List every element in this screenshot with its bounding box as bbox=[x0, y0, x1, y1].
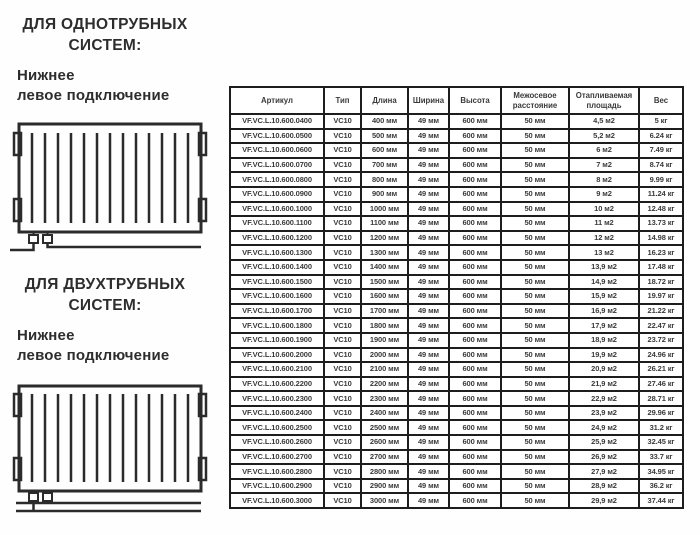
valve-icon bbox=[43, 235, 52, 243]
column-header-weight: Вес bbox=[639, 87, 683, 114]
table-cell: 600 мм bbox=[449, 479, 501, 494]
table-cell: 2100 мм bbox=[361, 362, 408, 377]
heading-line: СИСТЕМ: bbox=[68, 37, 142, 54]
table-cell: 9.99 кг bbox=[639, 172, 683, 187]
table-cell: 49 мм bbox=[408, 216, 449, 231]
table-row bbox=[230, 493, 683, 508]
table-row bbox=[230, 158, 683, 173]
table-cell: 600 мм bbox=[449, 187, 501, 202]
table-cell: 49 мм bbox=[408, 187, 449, 202]
table-row bbox=[230, 362, 683, 377]
radiator-fins bbox=[32, 133, 188, 223]
return-pipe bbox=[48, 243, 202, 247]
table-row bbox=[230, 172, 683, 187]
table-cell: 49 мм bbox=[408, 231, 449, 246]
table-cell: VF.VC.L.10.600.1400 bbox=[230, 260, 324, 275]
table-cell: 14.98 кг bbox=[639, 231, 683, 246]
table-cell: 17,9 м2 bbox=[569, 318, 639, 333]
table-row bbox=[230, 260, 683, 275]
table-row bbox=[230, 245, 683, 260]
table-cell: 50 мм bbox=[501, 420, 569, 435]
table-cell: 49 мм bbox=[408, 464, 449, 479]
table-cell: 49 мм bbox=[408, 143, 449, 158]
table-cell: VC10 bbox=[324, 435, 361, 450]
table-cell: VC10 bbox=[324, 202, 361, 217]
table-cell: VC10 bbox=[324, 318, 361, 333]
table-cell: 2600 мм bbox=[361, 435, 408, 450]
table-cell: VF.VC.L.10.600.2300 bbox=[230, 391, 324, 406]
table-row bbox=[230, 333, 683, 348]
table-cell: 6 м2 bbox=[569, 143, 639, 158]
table-cell: VC10 bbox=[324, 333, 361, 348]
table-cell: 18,9 м2 bbox=[569, 333, 639, 348]
table-cell: 26.21 кг bbox=[639, 362, 683, 377]
table-row bbox=[230, 406, 683, 421]
table-cell: 50 мм bbox=[501, 245, 569, 260]
table-row bbox=[230, 202, 683, 217]
table-cell: 26,9 м2 bbox=[569, 450, 639, 465]
table-cell: 49 мм bbox=[408, 304, 449, 319]
table-cell: 500 мм bbox=[361, 129, 408, 144]
table-row bbox=[230, 318, 683, 333]
connection-label-line: левое подключение bbox=[17, 86, 170, 104]
table-cell: 50 мм bbox=[501, 216, 569, 231]
table-cell: VC10 bbox=[324, 391, 361, 406]
table-cell: 13.73 кг bbox=[639, 216, 683, 231]
table-cell: 27,9 м2 bbox=[569, 464, 639, 479]
table-cell: 50 мм bbox=[501, 172, 569, 187]
table-cell: 2200 мм bbox=[361, 377, 408, 392]
table-cell: 600 мм bbox=[449, 304, 501, 319]
table-cell: 600 мм bbox=[449, 114, 501, 129]
table-cell: 1900 мм bbox=[361, 333, 408, 348]
table-cell: 49 мм bbox=[408, 245, 449, 260]
table-cell: 600 мм bbox=[449, 245, 501, 260]
table-cell: 50 мм bbox=[501, 187, 569, 202]
column-header-axial-distance: Межосевое расстояние bbox=[501, 87, 569, 114]
table-cell: 600 мм bbox=[449, 391, 501, 406]
table-cell: 50 мм bbox=[501, 377, 569, 392]
table-cell: VC10 bbox=[324, 172, 361, 187]
column-header-article: Артикул bbox=[230, 87, 324, 114]
table-cell: VF.VC.L.10.600.1200 bbox=[230, 231, 324, 246]
table-cell: 22.47 кг bbox=[639, 318, 683, 333]
table-cell: 13 м2 bbox=[569, 245, 639, 260]
table-row bbox=[230, 143, 683, 158]
table-row bbox=[230, 435, 683, 450]
table-cell: 23,9 м2 bbox=[569, 406, 639, 421]
table-cell: 12 м2 bbox=[569, 231, 639, 246]
table-cell: VF.VC.L.10.600.1500 bbox=[230, 275, 324, 290]
table-cell: 49 мм bbox=[408, 348, 449, 363]
table-cell: 49 мм bbox=[408, 450, 449, 465]
table-cell: VC10 bbox=[324, 450, 361, 465]
table-row bbox=[230, 275, 683, 290]
table-cell: 50 мм bbox=[501, 362, 569, 377]
table-cell: 50 мм bbox=[501, 318, 569, 333]
two-pipe-connection-label bbox=[17, 326, 217, 365]
table-cell: 1100 мм bbox=[361, 216, 408, 231]
column-header-heated-area: Отапливаемая площадь bbox=[569, 87, 639, 114]
table-cell: 18.72 кг bbox=[639, 275, 683, 290]
table-cell: VC10 bbox=[324, 377, 361, 392]
table-cell: VF.VC.L.10.600.3000 bbox=[230, 493, 324, 508]
header-row bbox=[230, 87, 683, 114]
table-cell: 19,9 м2 bbox=[569, 348, 639, 363]
table-cell: VC10 bbox=[324, 129, 361, 144]
table-cell: 32.45 кг bbox=[639, 435, 683, 450]
table-cell: 9 м2 bbox=[569, 187, 639, 202]
table-cell: 600 мм bbox=[449, 231, 501, 246]
table-cell: 5,2 м2 bbox=[569, 129, 639, 144]
table-cell: 2400 мм bbox=[361, 406, 408, 421]
table-cell: VF.VC.L.10.600.0500 bbox=[230, 129, 324, 144]
table-cell: 22,9 м2 bbox=[569, 391, 639, 406]
table-cell: VC10 bbox=[324, 464, 361, 479]
table-cell: 15,9 м2 bbox=[569, 289, 639, 304]
table-cell: VF.VC.L.10.600.1300 bbox=[230, 245, 324, 260]
table-cell: 1700 мм bbox=[361, 304, 408, 319]
table-cell: 23.72 кг bbox=[639, 333, 683, 348]
table-cell: VC10 bbox=[324, 114, 361, 129]
table-cell: 1200 мм bbox=[361, 231, 408, 246]
table-cell: 900 мм bbox=[361, 187, 408, 202]
table-cell: 600 мм bbox=[449, 172, 501, 187]
table-cell: 600 мм bbox=[449, 333, 501, 348]
table-cell: 700 мм bbox=[361, 158, 408, 173]
table-cell: 29,9 м2 bbox=[569, 493, 639, 508]
table-cell: 3000 мм bbox=[361, 493, 408, 508]
table-cell: VC10 bbox=[324, 304, 361, 319]
left-panel bbox=[0, 0, 222, 535]
table-cell: VC10 bbox=[324, 216, 361, 231]
table-cell: 2500 мм bbox=[361, 420, 408, 435]
table-row bbox=[230, 187, 683, 202]
radiator-diagram-single-pipe bbox=[10, 119, 210, 259]
table-cell: 7 м2 bbox=[569, 158, 639, 173]
heading-line: ДЛЯ ДВУХТРУБНЫХ bbox=[24, 276, 186, 293]
table-cell: 50 мм bbox=[501, 464, 569, 479]
table-cell: 600 мм bbox=[449, 129, 501, 144]
table-cell: VF.VC.L.10.600.2200 bbox=[230, 377, 324, 392]
table-cell: 600 мм bbox=[449, 318, 501, 333]
table-cell: 49 мм bbox=[408, 493, 449, 508]
table-cell: 24.96 кг bbox=[639, 348, 683, 363]
table-cell: 600 мм bbox=[449, 406, 501, 421]
table-row bbox=[230, 464, 683, 479]
table-cell: VF.VC.L.10.600.1800 bbox=[230, 318, 324, 333]
table-cell: 400 мм bbox=[361, 114, 408, 129]
table-cell: VF.VC.L.10.600.0800 bbox=[230, 172, 324, 187]
table-cell: 17.48 кг bbox=[639, 260, 683, 275]
table-cell: 50 мм bbox=[501, 289, 569, 304]
table-cell: VF.VC.L.10.600.1600 bbox=[230, 289, 324, 304]
table-cell: 2300 мм bbox=[361, 391, 408, 406]
table-cell: 2800 мм bbox=[361, 464, 408, 479]
table-cell: 50 мм bbox=[501, 143, 569, 158]
table-cell: 50 мм bbox=[501, 406, 569, 421]
table-cell: 37.44 кг bbox=[639, 493, 683, 508]
table-cell: VC10 bbox=[324, 260, 361, 275]
single-pipe-connection-label bbox=[17, 66, 217, 105]
table-cell: VF.VC.L.10.600.2400 bbox=[230, 406, 324, 421]
table-cell: 11.24 кг bbox=[639, 187, 683, 202]
valve-icon bbox=[29, 235, 38, 243]
table-cell: 11 м2 bbox=[569, 216, 639, 231]
table-cell: 50 мм bbox=[501, 304, 569, 319]
column-header-length: Длина bbox=[361, 87, 408, 114]
table-cell: 49 мм bbox=[408, 114, 449, 129]
table-row bbox=[230, 391, 683, 406]
supply-pipe bbox=[10, 243, 34, 250]
table-cell: 600 мм bbox=[449, 435, 501, 450]
table-cell: 50 мм bbox=[501, 333, 569, 348]
table-cell: VF.VC.L.10.600.2100 bbox=[230, 362, 324, 377]
table-cell: 36.2 кг bbox=[639, 479, 683, 494]
table-cell: 600 мм bbox=[449, 275, 501, 290]
table-cell: VC10 bbox=[324, 362, 361, 377]
table-cell: VC10 bbox=[324, 420, 361, 435]
table-cell: 49 мм bbox=[408, 318, 449, 333]
table-cell: VC10 bbox=[324, 143, 361, 158]
table-cell: VC10 bbox=[324, 245, 361, 260]
table-cell: 49 мм bbox=[408, 377, 449, 392]
table-cell: 1300 мм bbox=[361, 245, 408, 260]
table-cell: 29.96 кг bbox=[639, 406, 683, 421]
table-cell: VF.VC.L.10.600.2600 bbox=[230, 435, 324, 450]
connection-label-line: левое подключение bbox=[17, 346, 170, 364]
valve-icon bbox=[29, 493, 38, 501]
table-row bbox=[230, 479, 683, 494]
table-cell: 600 мм bbox=[449, 216, 501, 231]
table-cell: 10 м2 bbox=[569, 202, 639, 217]
table-cell: 14,9 м2 bbox=[569, 275, 639, 290]
table-cell: VF.VC.L.10.600.2000 bbox=[230, 348, 324, 363]
table-cell: 50 мм bbox=[501, 493, 569, 508]
table-cell: VF.VC.L.10.600.2700 bbox=[230, 450, 324, 465]
table-cell: 50 мм bbox=[501, 114, 569, 129]
spec-table-header bbox=[230, 87, 683, 114]
table-cell: VF.VC.L.10.600.0600 bbox=[230, 143, 324, 158]
column-header-type: Тип bbox=[324, 87, 361, 114]
table-cell: 1600 мм bbox=[361, 289, 408, 304]
table-cell: 50 мм bbox=[501, 391, 569, 406]
table-cell: 1400 мм bbox=[361, 260, 408, 275]
table-cell: 50 мм bbox=[501, 275, 569, 290]
table-cell: 600 мм bbox=[449, 420, 501, 435]
table-cell: 49 мм bbox=[408, 435, 449, 450]
table-row bbox=[230, 420, 683, 435]
column-header-width: Ширина bbox=[408, 87, 449, 114]
single-pipe-heading bbox=[6, 14, 204, 56]
table-cell: 600 мм bbox=[449, 450, 501, 465]
spec-table bbox=[229, 86, 684, 509]
table-cell: 8 м2 bbox=[569, 172, 639, 187]
table-cell: 34.95 кг bbox=[639, 464, 683, 479]
table-cell: 50 мм bbox=[501, 260, 569, 275]
table-cell: VF.VC.L.10.600.0900 bbox=[230, 187, 324, 202]
table-cell: 50 мм bbox=[501, 158, 569, 173]
table-cell: 49 мм bbox=[408, 420, 449, 435]
table-cell: VF.VC.L.10.600.1000 bbox=[230, 202, 324, 217]
table-cell: VC10 bbox=[324, 231, 361, 246]
two-pipe-heading bbox=[6, 274, 204, 316]
table-cell: 49 мм bbox=[408, 333, 449, 348]
table-cell: 50 мм bbox=[501, 129, 569, 144]
table-cell: 50 мм bbox=[501, 435, 569, 450]
heading-line: ДЛЯ ОДНОТРУБНЫХ bbox=[22, 16, 188, 33]
table-cell: 600 мм bbox=[449, 202, 501, 217]
table-cell: 49 мм bbox=[408, 391, 449, 406]
table-cell: 49 мм bbox=[408, 362, 449, 377]
table-cell: 2700 мм bbox=[361, 450, 408, 465]
table-cell: VC10 bbox=[324, 275, 361, 290]
table-cell: 20,9 м2 bbox=[569, 362, 639, 377]
table-cell: 27.46 кг bbox=[639, 377, 683, 392]
table-row bbox=[230, 348, 683, 363]
table-cell: 49 мм bbox=[408, 289, 449, 304]
valve-icon bbox=[43, 493, 52, 501]
table-cell: 600 мм bbox=[449, 493, 501, 508]
table-cell: 600 мм bbox=[449, 348, 501, 363]
table-cell: 600 мм bbox=[449, 289, 501, 304]
table-cell: 600 мм bbox=[449, 464, 501, 479]
table-row bbox=[230, 129, 683, 144]
spec-table-body bbox=[230, 114, 683, 508]
table-row bbox=[230, 289, 683, 304]
table-cell: 49 мм bbox=[408, 202, 449, 217]
table-row bbox=[230, 377, 683, 392]
table-cell: 50 мм bbox=[501, 450, 569, 465]
table-cell: 49 мм bbox=[408, 129, 449, 144]
table-cell: 50 мм bbox=[501, 202, 569, 217]
table-cell: VC10 bbox=[324, 187, 361, 202]
table-cell: 16.23 кг bbox=[639, 245, 683, 260]
table-cell: 800 мм bbox=[361, 172, 408, 187]
table-cell: 4,5 м2 bbox=[569, 114, 639, 129]
table-row bbox=[230, 231, 683, 246]
table-cell: 600 мм bbox=[449, 260, 501, 275]
table-cell: VF.VC.L.10.600.2500 bbox=[230, 420, 324, 435]
table-cell: 49 мм bbox=[408, 260, 449, 275]
table-cell: VC10 bbox=[324, 289, 361, 304]
table-cell: 600 мм bbox=[449, 143, 501, 158]
table-cell: VF.VC.L.10.600.2900 bbox=[230, 479, 324, 494]
table-cell: 21.22 кг bbox=[639, 304, 683, 319]
table-cell: VF.VC.L.10.600.1900 bbox=[230, 333, 324, 348]
table-cell: 24,9 м2 bbox=[569, 420, 639, 435]
table-cell: 6.24 кг bbox=[639, 129, 683, 144]
table-cell: 13,9 м2 bbox=[569, 260, 639, 275]
table-cell: 49 мм bbox=[408, 406, 449, 421]
table-cell: VC10 bbox=[324, 493, 361, 508]
radiator-diagram-two-pipe bbox=[10, 382, 210, 518]
radiator-fins bbox=[32, 394, 188, 482]
table-cell: VF.VC.L.10.600.2800 bbox=[230, 464, 324, 479]
table-cell: 33.7 кг bbox=[639, 450, 683, 465]
table-cell: 600 мм bbox=[449, 362, 501, 377]
table-cell: 7.49 кг bbox=[639, 143, 683, 158]
connection-label-line: Нижнее bbox=[17, 67, 75, 84]
table-cell: 2900 мм bbox=[361, 479, 408, 494]
table-cell: 1000 мм bbox=[361, 202, 408, 217]
table-cell: 1800 мм bbox=[361, 318, 408, 333]
table-cell: 1500 мм bbox=[361, 275, 408, 290]
column-header-height: Высота bbox=[449, 87, 501, 114]
table-cell: 19.97 кг bbox=[639, 289, 683, 304]
table-cell: 50 мм bbox=[501, 348, 569, 363]
table-cell: 28.71 кг bbox=[639, 391, 683, 406]
table-row bbox=[230, 114, 683, 129]
bottom-left-connection bbox=[10, 232, 201, 250]
table-cell: 49 мм bbox=[408, 479, 449, 494]
connection-label-line: Нижнее bbox=[17, 327, 75, 344]
table-cell: 49 мм bbox=[408, 158, 449, 173]
table-cell: 5 кг bbox=[639, 114, 683, 129]
table-cell: 600 мм bbox=[361, 143, 408, 158]
table-row bbox=[230, 216, 683, 231]
table-cell: VC10 bbox=[324, 158, 361, 173]
table-cell: 31.2 кг bbox=[639, 420, 683, 435]
table-cell: VC10 bbox=[324, 406, 361, 421]
table-cell: 600 мм bbox=[449, 377, 501, 392]
table-cell: VF.VC.L.10.600.1700 bbox=[230, 304, 324, 319]
table-cell: 21,9 м2 bbox=[569, 377, 639, 392]
table-cell: 600 мм bbox=[449, 158, 501, 173]
table-row bbox=[230, 304, 683, 319]
table-cell: 50 мм bbox=[501, 231, 569, 246]
table-cell: 49 мм bbox=[408, 275, 449, 290]
table-cell: 25,9 м2 bbox=[569, 435, 639, 450]
table-cell: 12.48 кг bbox=[639, 202, 683, 217]
table-cell: VC10 bbox=[324, 479, 361, 494]
table-cell: 28,9 м2 bbox=[569, 479, 639, 494]
table-cell: VC10 bbox=[324, 348, 361, 363]
table-cell: 50 мм bbox=[501, 479, 569, 494]
table-cell: 2000 мм bbox=[361, 348, 408, 363]
table-cell: 8.74 кг bbox=[639, 158, 683, 173]
table-cell: VF.VC.L.10.600.0400 bbox=[230, 114, 324, 129]
table-cell: VF.VC.L.10.600.1100 bbox=[230, 216, 324, 231]
bottom-left-connection bbox=[16, 491, 201, 511]
table-cell: VF.VC.L.10.600.0700 bbox=[230, 158, 324, 173]
heading-line: СИСТЕМ: bbox=[68, 297, 142, 314]
table-cell: 16,9 м2 bbox=[569, 304, 639, 319]
table-row bbox=[230, 450, 683, 465]
table-cell: 49 мм bbox=[408, 172, 449, 187]
